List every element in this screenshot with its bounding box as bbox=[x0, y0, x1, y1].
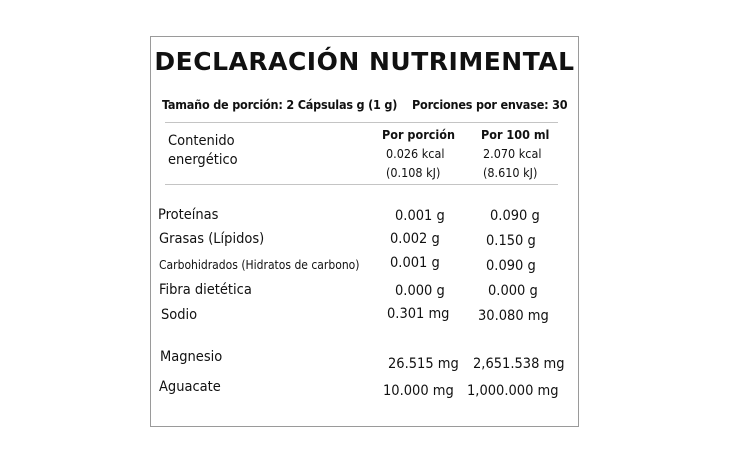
divider-energy bbox=[165, 184, 558, 185]
nutrient-name-proteins: Proteínas bbox=[158, 207, 219, 223]
energy-label-line1: Contenido bbox=[168, 133, 235, 149]
energy-portion-kcal: 0.026 kcal bbox=[386, 146, 445, 161]
nutrient-portion-sodium: 0.301 mg bbox=[387, 306, 450, 322]
nutrient-portion-carbs: 0.001 g bbox=[390, 255, 440, 271]
divider-top bbox=[165, 122, 558, 123]
nutrient-name-fiber: Fibra dietética bbox=[159, 282, 252, 298]
energy-100-kcal: 2.070 kcal bbox=[483, 146, 542, 161]
nutrient-name-avocado: Aguacate bbox=[159, 379, 221, 395]
nutrient-name-fats: Grasas (Lípidos) bbox=[159, 231, 265, 247]
nutrient-portion-fats: 0.002 g bbox=[390, 231, 440, 247]
nutrient-100-carbs: 0.090 g bbox=[486, 258, 536, 274]
nutrient-100-avocado: 1,000.000 mg bbox=[467, 383, 559, 399]
servings-per-container: Porciones por envase: 30 bbox=[412, 97, 568, 112]
nutrient-100-sodium: 30.080 mg bbox=[478, 308, 549, 324]
nutrient-name-sodium: Sodio bbox=[161, 307, 198, 323]
nutrient-portion-avocado: 10.000 mg bbox=[383, 383, 454, 399]
label-title: DECLARACIÓN NUTRIMENTAL bbox=[154, 47, 575, 76]
serving-size: Tamaño de porción: 2 Cápsulas g (1 g) bbox=[162, 97, 398, 112]
nutrient-portion-magnesium: 26.515 mg bbox=[388, 356, 459, 372]
energy-label-line2: energético bbox=[168, 152, 238, 168]
nutrient-name-magnesium: Magnesio bbox=[160, 349, 223, 365]
per-100-header: Por 100 ml bbox=[481, 127, 550, 142]
nutrient-name-carbs: Carbohidrados (Hidratos de carbono) bbox=[159, 258, 360, 272]
nutrient-100-fiber: 0.000 g bbox=[488, 283, 538, 299]
nutrition-label bbox=[150, 36, 579, 427]
nutrient-portion-fiber: 0.000 g bbox=[395, 283, 445, 299]
per-portion-header: Por porción bbox=[382, 127, 456, 142]
energy-100-kj: (8.610 kJ) bbox=[483, 165, 538, 180]
nutrient-portion-proteins: 0.001 g bbox=[395, 208, 445, 224]
nutrient-100-proteins: 0.090 g bbox=[490, 208, 540, 224]
energy-portion-kj: (0.108 kJ) bbox=[386, 165, 441, 180]
nutrient-100-magnesium: 2,651.538 mg bbox=[473, 356, 565, 372]
nutrient-100-fats: 0.150 g bbox=[486, 233, 536, 249]
